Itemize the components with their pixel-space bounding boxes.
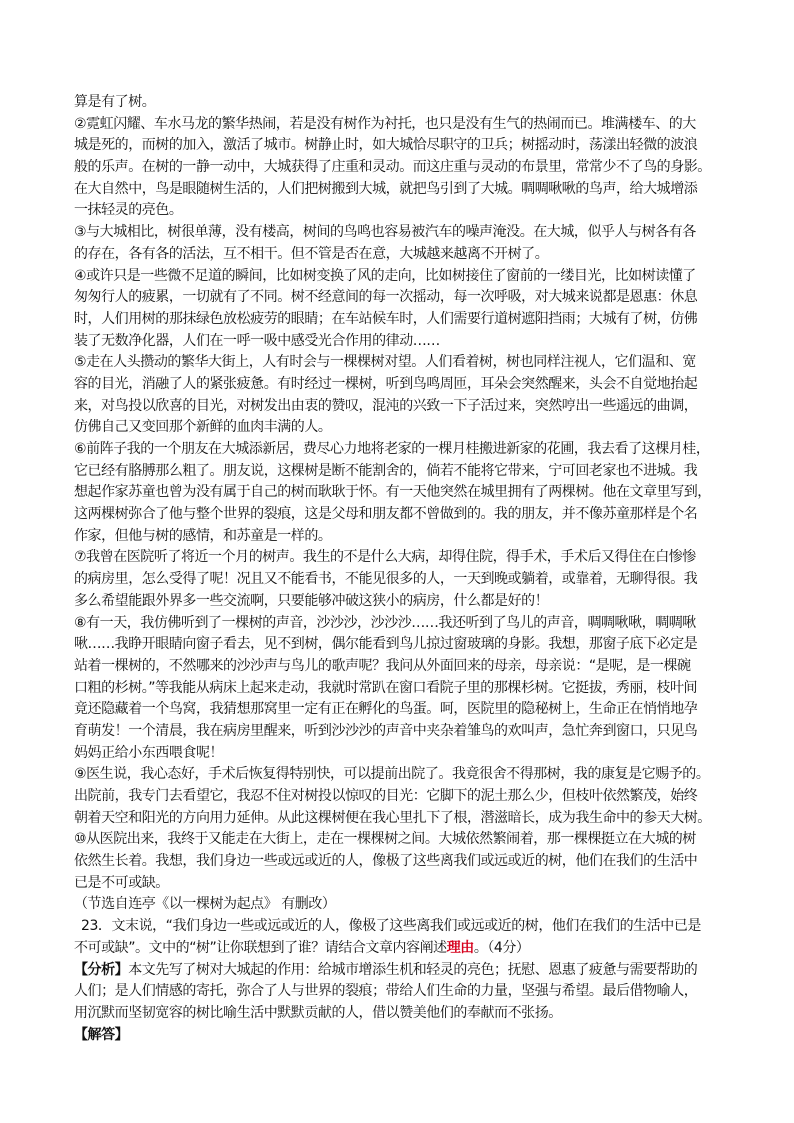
article-line: 想起作家苏童也曾为没有属于自己的树而耿耿于怀。有一天他突然在城里拥有了两棵树。他在文章里写到， xyxy=(74,484,711,501)
article-line: 匆匆行人的疲累，一切就有了不同。树不经意间的每一次摇动，每一次呼吸，对大城来说都是恩惠：休息 xyxy=(74,289,698,306)
article-line: 的病房里，怎么受得了呢！况且又不能看书，不能见很多的人，一天到晚或躺着，或靠着，无聊得很。我 xyxy=(74,571,698,588)
article-line: ②霓虹闪耀、车水马龙的繁华热闹，若是没有树作为衬托，也只是没有生气的热闹而已。堆满楼车、的大 xyxy=(74,115,696,132)
question-line-1: 23．文末说，“我们身边一些或远或近的人，像极了这些离我们或远或近的树，他们在我们的生活中已是 xyxy=(81,918,701,935)
article-line: 时，人们用树的那抹绿色放松疲劳的眼睛；在车站候车时，人们需要行道树遮阳挡雨；大城有了树，仿佛 xyxy=(74,310,698,327)
article-line: ⑦我曾在医院听了将近一个月的树声。我生的不是什么大病，却得住院，得手术，手术后又得住在白惨惨 xyxy=(74,549,696,566)
question-line-2 xyxy=(74,938,724,960)
article-line: 的存在，各有各的活法，互不相干。但不管是否在意，大城越来越离不开树了。 xyxy=(74,245,549,262)
article-line: 装了无数净化器，人们在一呼一吸中感受光合作用的律动…… xyxy=(74,332,440,349)
article-line: 它已经有胳膊那么粗了。朋友说，这棵树是断不能割舍的，倘若不能将它带来，宁可回老家也不进城。我 xyxy=(74,462,698,479)
article-line: ⑩从医院出来，我终于又能走在大街上，走在一棵棵树之间。大城依然繁闹着，那一棵棵挺立在大城的树 xyxy=(74,831,696,848)
article-body xyxy=(74,92,724,894)
article-line: 竟还隐藏着一个鸟窝，我猜想那窝里一定有正在孵化的鸟蛋。呵，医院里的隐秘树上，生命正在悄悄地孕 xyxy=(74,701,698,718)
article-line: ③与大城相比，树很单薄，没有楼高，树间的鸟鸣也容易被汽车的噪声淹没。在大城，似乎人与树各有各 xyxy=(74,224,696,241)
article-line: ⑥前阵子我的一个朋友在大城添新居，费尽心力地将老家的一棵月桂搬进新家的花圃，我去看了这棵月桂， xyxy=(74,441,710,457)
article-line: 作家，但他与树的感情，和苏童是一样的。 xyxy=(74,527,332,544)
article-line: 在大自然中，鸟是眼随树生活的，人们把树搬到大城，就把鸟引到了大城。啁啁啾啾的鸟声，给大城增添 xyxy=(74,180,698,197)
article-line: 妈妈正给小东西喂食呢！ xyxy=(74,744,224,761)
analysis-label: 【分析】 xyxy=(74,961,129,978)
article-line: 口粗的杉树。”等我能从病床上起来走动，我就时常趴在窗口看院子里的那棵杉树。它挺拔，秀丽，枝叶间 xyxy=(74,679,698,696)
article-line: 多么希望能跟外界多一些交流啊，只要能够冲破这狭小的病房，什么都是好的！ xyxy=(74,592,549,609)
article-line: ④或许只是一些微不足道的瞬间，比如树变换了风的走向，比如树接住了窗前的一缕目光，比如树读懂了 xyxy=(74,267,696,284)
question-text: 不可或缺”。文中的“树”让你联想到了谁？请结合文章内容阐述 xyxy=(74,939,447,956)
article-line: 朝着天空和阳光的方向用力延伸。从此这棵树便在我心里扎下了根，潜滋暗长，成为我生命中的参天大树。 xyxy=(74,809,711,826)
article-line: 已是不可或缺。 xyxy=(74,874,169,891)
article-line: 仿佛自己又变回那个新鲜的血肉丰满的人。 xyxy=(74,419,332,436)
article-line: ⑧有一天，我仿佛听到了一棵树的声音，沙沙沙，沙沙沙……我还听到了鸟儿的声音，啁啁啾啾，啁啁啾 xyxy=(74,614,696,631)
article-line: 来，对鸟投以欣喜的目光，对树发出由衷的赞叹，混沌的兴致一下子活过来，突然哼出一些遥远的曲调， xyxy=(74,397,698,414)
article-line: 般的乐声。在树的一静一动中，大城获得了庄重和灵动。而这庄重与灵动的布景里，常常少不了鸟的身影。 xyxy=(74,159,711,176)
article-line: 一抹轻灵的亮色。 xyxy=(74,202,183,219)
article-line: 容的目光，消融了人的紧张疲惫。有时经过一棵树，听到鸟鸣周匝，耳朵会突然醒来，头会不自觉地抬起 xyxy=(74,375,698,392)
article-line: ⑤走在人头攒动的繁华大街上，人有时会与一棵棵树对望。人们看着树，树也同样注视人，它们温和、宽 xyxy=(74,354,696,371)
article-line: 依然生长着。我想，我们身边一些或远或近的人，像极了这些离我们或远或近的树，他们在我们的生活中 xyxy=(74,853,698,870)
article-line: 啾……我睁开眼睛向窗子看去，见不到树，偶尔能看到鸟儿掠过窗玻璃的身影。我想，那窗子底下必定是 xyxy=(74,636,698,653)
document-page xyxy=(74,92,724,1046)
article-line: 出院前，我专门去看望它，我忍不住对树投以惊叹的目光：它脚下的泥土那么少，但枝叶依然繁茂，始终 xyxy=(74,788,698,804)
analysis-line-1 xyxy=(74,960,724,982)
article-line: 算是有了树。 xyxy=(74,94,156,110)
article-line: 育萌发！一个清晨，我在病房里醒来，听到沙沙沙的声音中夹杂着雏鸟的欢叫声，急忙奔到窗口，只见鸟 xyxy=(74,722,698,739)
article-line: 站着一棵树的，不然哪来的沙沙声与鸟儿的歌声呢？我问从外面回来的母亲，母亲说：“是呢，是一棵碗 xyxy=(74,657,691,674)
answer-label: 【解答】 xyxy=(74,1026,129,1043)
question-score: 。（4分） xyxy=(473,939,530,956)
article-line: ⑨医生说，我心态好，手术后恢复得特别快，可以提前出院了。我竟很舍不得那树，我的康复是它赐予的。 xyxy=(74,766,710,783)
analysis-line-3: 用沉默而坚韧宽容的树比喻生活中默默贡献的人，借以赞美他们的奉献而不张扬。 xyxy=(74,1004,562,1021)
article-line: 这两棵树弥合了他与整个世界的裂痕，这是父母和朋友都不曾做到的。我的朋友，并不像苏童那样是个名 xyxy=(74,506,698,523)
source-citation: （节选自连亭《以一棵树为起点》 有删改） xyxy=(74,896,336,913)
question-highlight: 理由 xyxy=(446,939,474,956)
article-line: 城是死的，而树的加入，激活了城市。树静止时，如大城恰尽职守的卫兵；树摇动时，荡漾出轻微的波浪 xyxy=(74,137,698,154)
analysis-text-1: 本文先写了树对大城起的作用：给城市增添生机和轻灵的亮色；抚慰、恩惠了疲惫与需要帮助的 xyxy=(128,961,698,978)
analysis-line-2: 人们；是人们情感的寄托，弥合了人与世界的裂痕；带给人们生命的力量，坚强与希望。最后借物喻人， xyxy=(74,983,698,1000)
